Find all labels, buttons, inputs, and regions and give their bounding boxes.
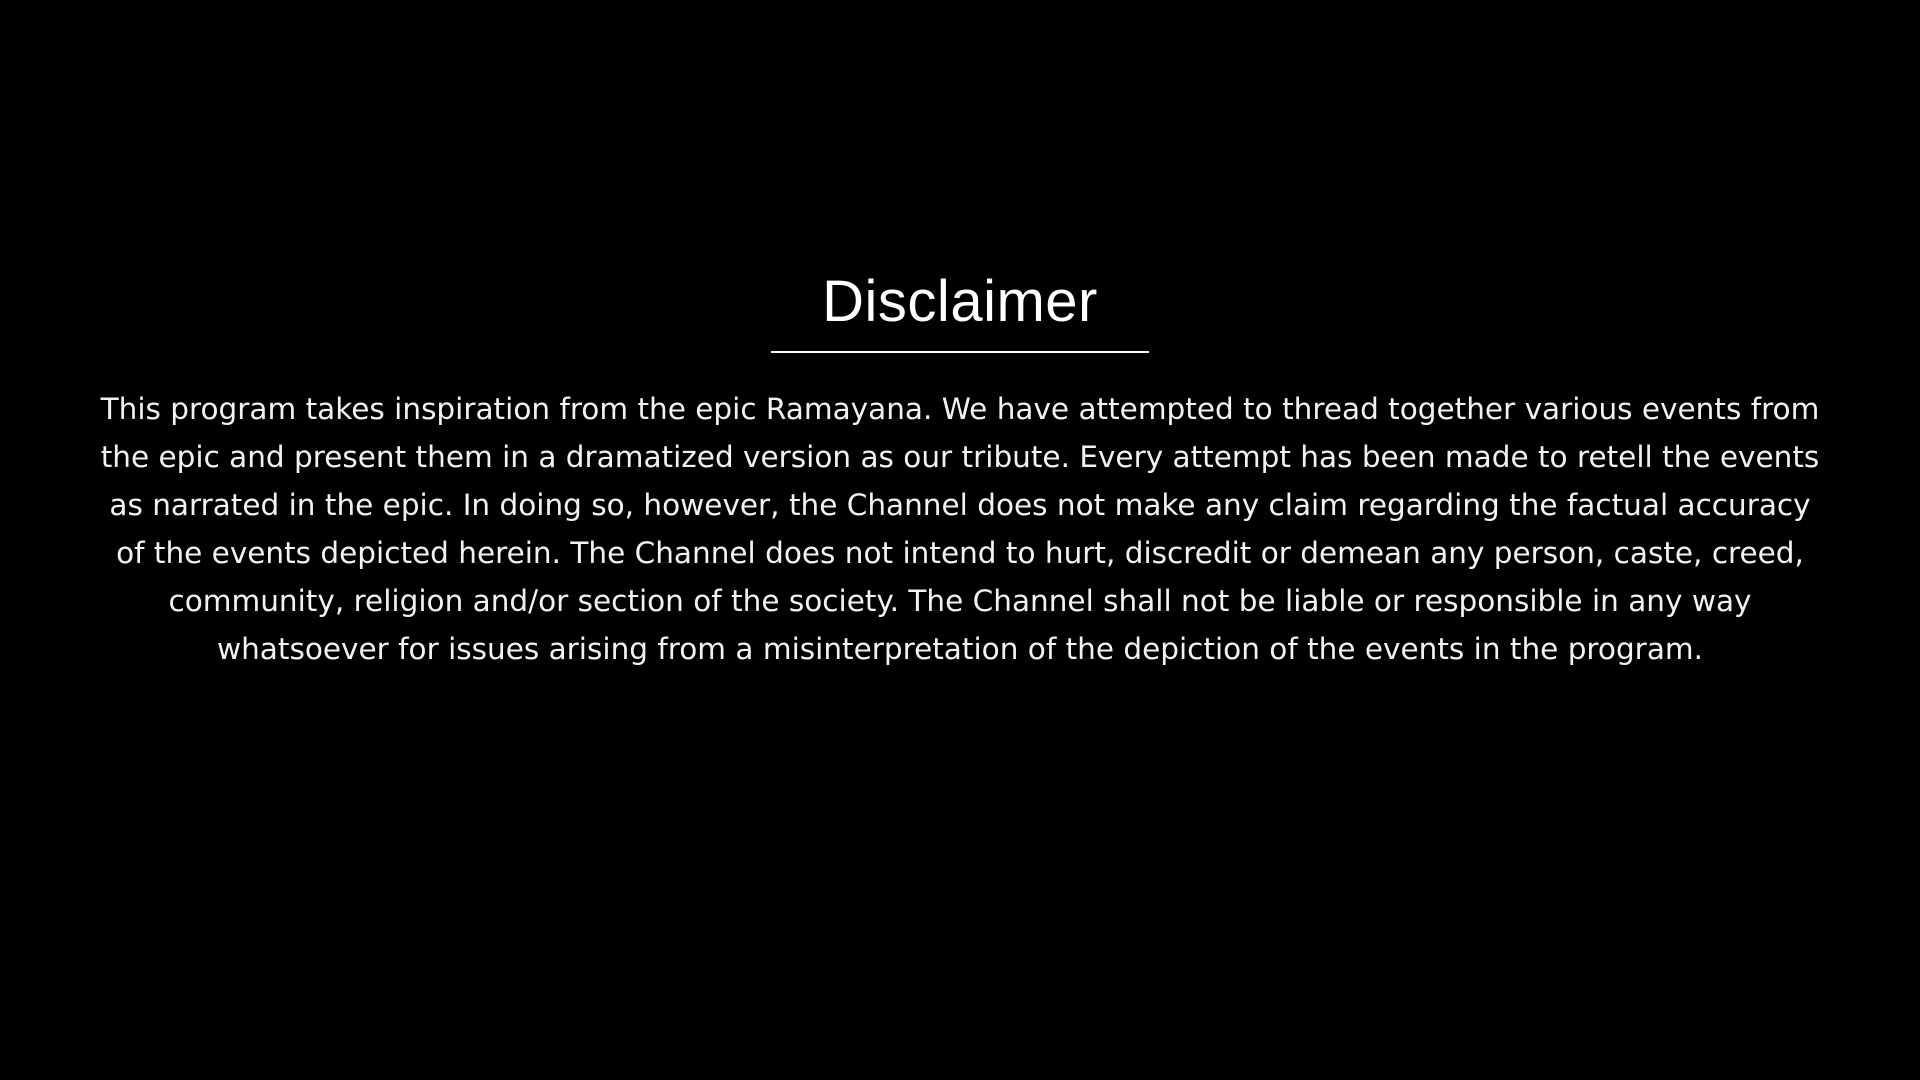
- title-divider: [771, 351, 1149, 353]
- title-block: [771, 269, 1149, 353]
- disclaimer-body-text: This program takes inspiration from the epic Ramayana. We have attempted to thread together various events from the epic and present them in a dramatized version as our tribute. Every attempt has been made to retell the events as narrated in the epic. In doing so, however, the Channel does not make any claim regarding the factual accuracy of the events depicted herein. The Channel does not intend to hurt, discredit or demean any person, caste, creed, community, religion and/or section of the society. The Channel shall not be liable or responsible in any way whatsoever for issues arising from a misinterpretation of the depiction of the events in the program.: [100, 391, 1820, 667]
- page-title: Disclaimer: [822, 269, 1098, 334]
